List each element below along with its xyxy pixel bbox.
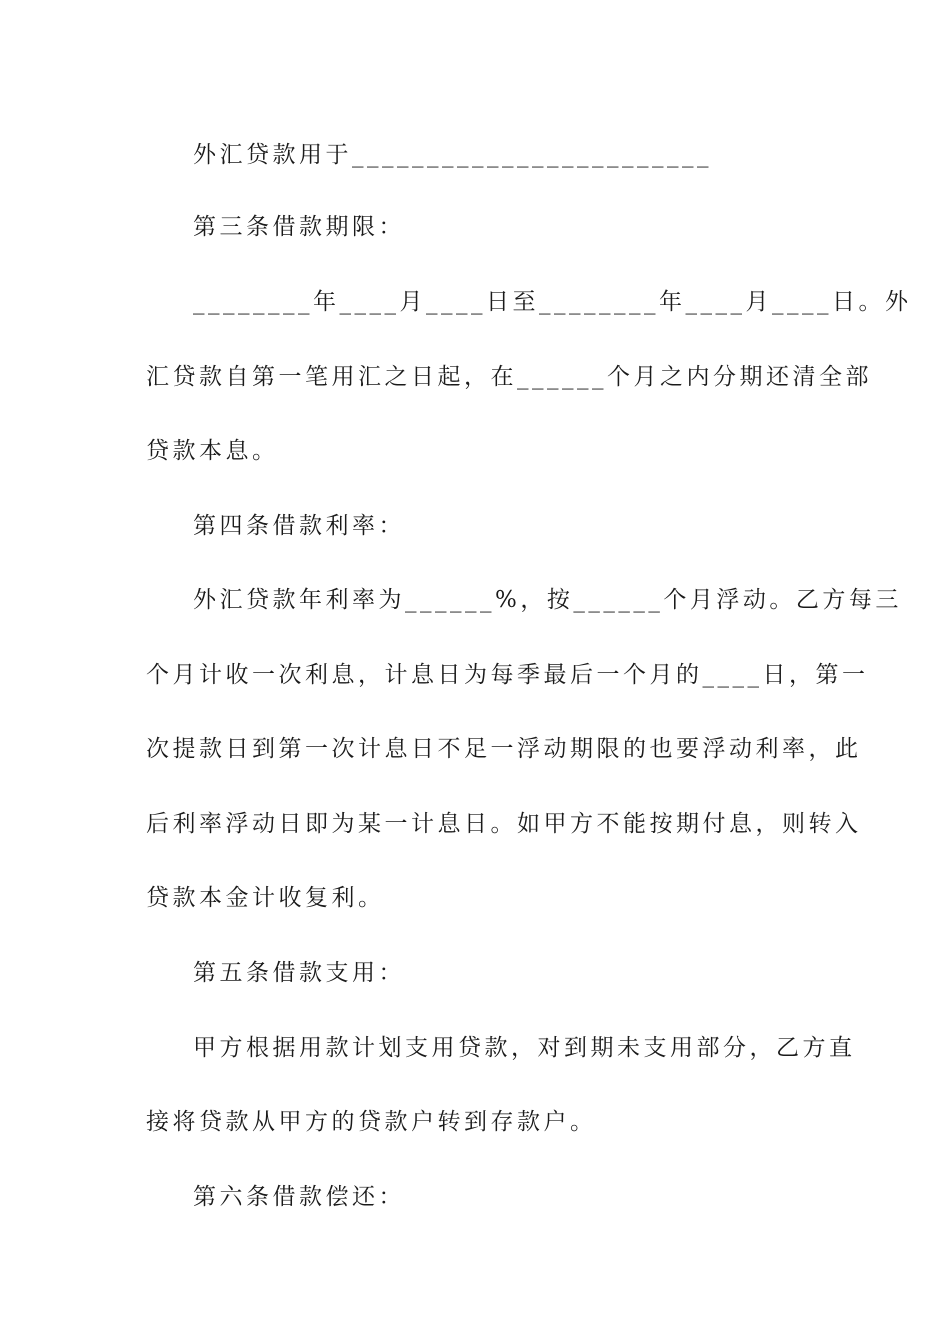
paragraph-line: 外汇贷款年利率为______%，按______个月浮动。乙方每三 bbox=[193, 587, 902, 613]
paragraph-line: 接将贷款从甲方的贷款户转到存款户。 bbox=[146, 1109, 597, 1135]
paragraph-line: 后利率浮动日即为某一计息日。如甲方不能按期付息，则转入 bbox=[146, 811, 862, 837]
paragraph-line: 贷款本金计收复利。 bbox=[146, 885, 385, 911]
text-line-loan-purpose: 外汇贷款用于________________________ bbox=[193, 142, 712, 168]
paragraph-line: 次提款日到第一次计息日不足一浮动期限的也要浮动利率，此 bbox=[146, 736, 862, 762]
paragraph-line: ________年____月____日至________年____月____日。外 bbox=[193, 289, 912, 315]
section-heading-loan-term: 第三条借款期限： bbox=[193, 214, 405, 240]
paragraph-line: 汇贷款自第一笔用汇之日起，在______个月之内分期还清全部 bbox=[146, 364, 872, 390]
section-heading-interest-rate: 第四条借款利率： bbox=[193, 513, 405, 539]
paragraph-line: 贷款本息。 bbox=[146, 438, 279, 464]
paragraph-line: 个月计收一次利息，计息日为每季最后一个月的____日，第一 bbox=[146, 662, 869, 688]
section-heading-repayment: 第六条借款偿还： bbox=[193, 1184, 405, 1210]
paragraph-line: 甲方根据用款计划支用贷款，对到期未支用部分，乙方直 bbox=[193, 1035, 856, 1061]
section-heading-disbursement: 第五条借款支用： bbox=[193, 960, 405, 986]
